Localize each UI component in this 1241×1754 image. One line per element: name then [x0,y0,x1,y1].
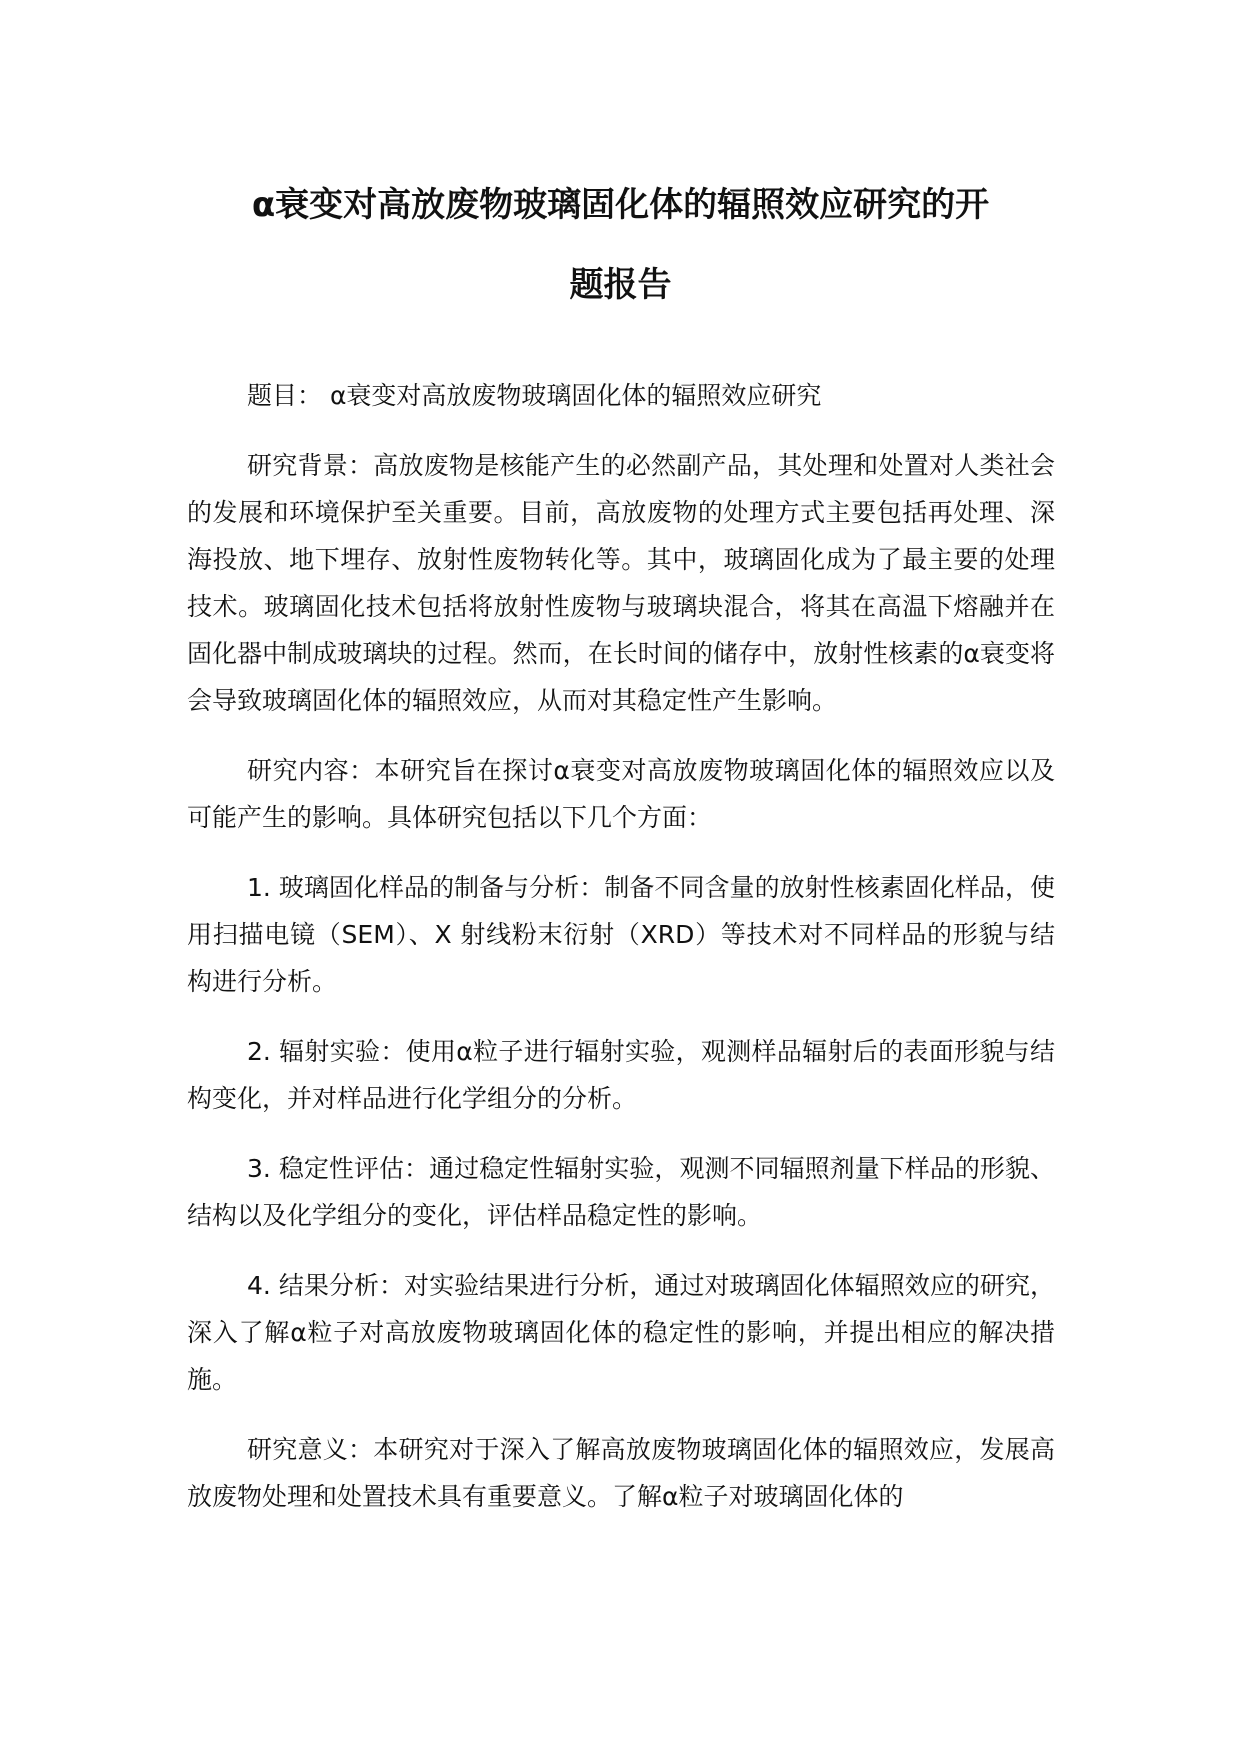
paragraph-topic: 题目： α衰变对高放废物玻璃固化体的辐照效应研究 [247,381,822,410]
paragraph-item-2: 2. 辐射实验：使用α粒子进行辐射实验，观测样品辐射后的表面形貌与结构变化，并对样品进行化学组分的分析。 [187,1037,1055,1113]
paragraph-content: 研究内容：本研究旨在探讨α衰变对高放废物玻璃固化体的辐照效应以及可能产生的影响。具体研究包括以下几个方面： [187,756,1055,832]
paragraph-item-1: 1. 玻璃固化样品的制备与分析：制备不同含量的放射性核素固化样品，使用扫描电镜（SEM）、X 射线粉末衍射（XRD）等技术对不同样品的形貌与结构进行分析。 [187,873,1055,996]
paragraph-background: 研究背景：高放废物是核能产生的必然副产品，其处理和处置对人类社会的发展和环境保护至关重要。目前，高放废物的处理方式主要包括再处理、深海投放、地下埋存、放射性废物转化等。其中，玻璃固化成为了最主要的处理技术。玻璃固化技术包括将放射性废物与玻璃块混合，将其在高温下熔融并在固化器中制成玻璃块的过程。然而，在长时间的储存中，放射性核素的α衰变将会导致玻璃固化体的辐照效应，从而对其稳定性产生影响。 [187,451,1055,715]
document-title-line-1: α衰变对高放废物玻璃固化体的辐照效应研究的开 [251,185,990,225]
paragraph-significance: 研究意义：本研究对于深入了解高放废物玻璃固化体的辐照效应，发展高放废物处理和处置技术具有重要意义。了解α粒子对玻璃固化体的 [187,1435,1055,1511]
document-title-line-2: 题报告 [569,265,672,305]
document-body [187,372,1055,1543]
paragraph-item-3: 3. 稳定性评估：通过稳定性辐射实验，观测不同辐照剂量下样品的形貌、结构以及化学组分的变化，评估样品稳定性的影响。 [187,1154,1055,1230]
paragraph-item-4: 4. 结果分析：对实验结果进行分析，通过对玻璃固化体辐照效应的研究，深入了解α粒子对高放废物玻璃固化体的稳定性的影响，并提出相应的解决措施。 [187,1271,1055,1394]
